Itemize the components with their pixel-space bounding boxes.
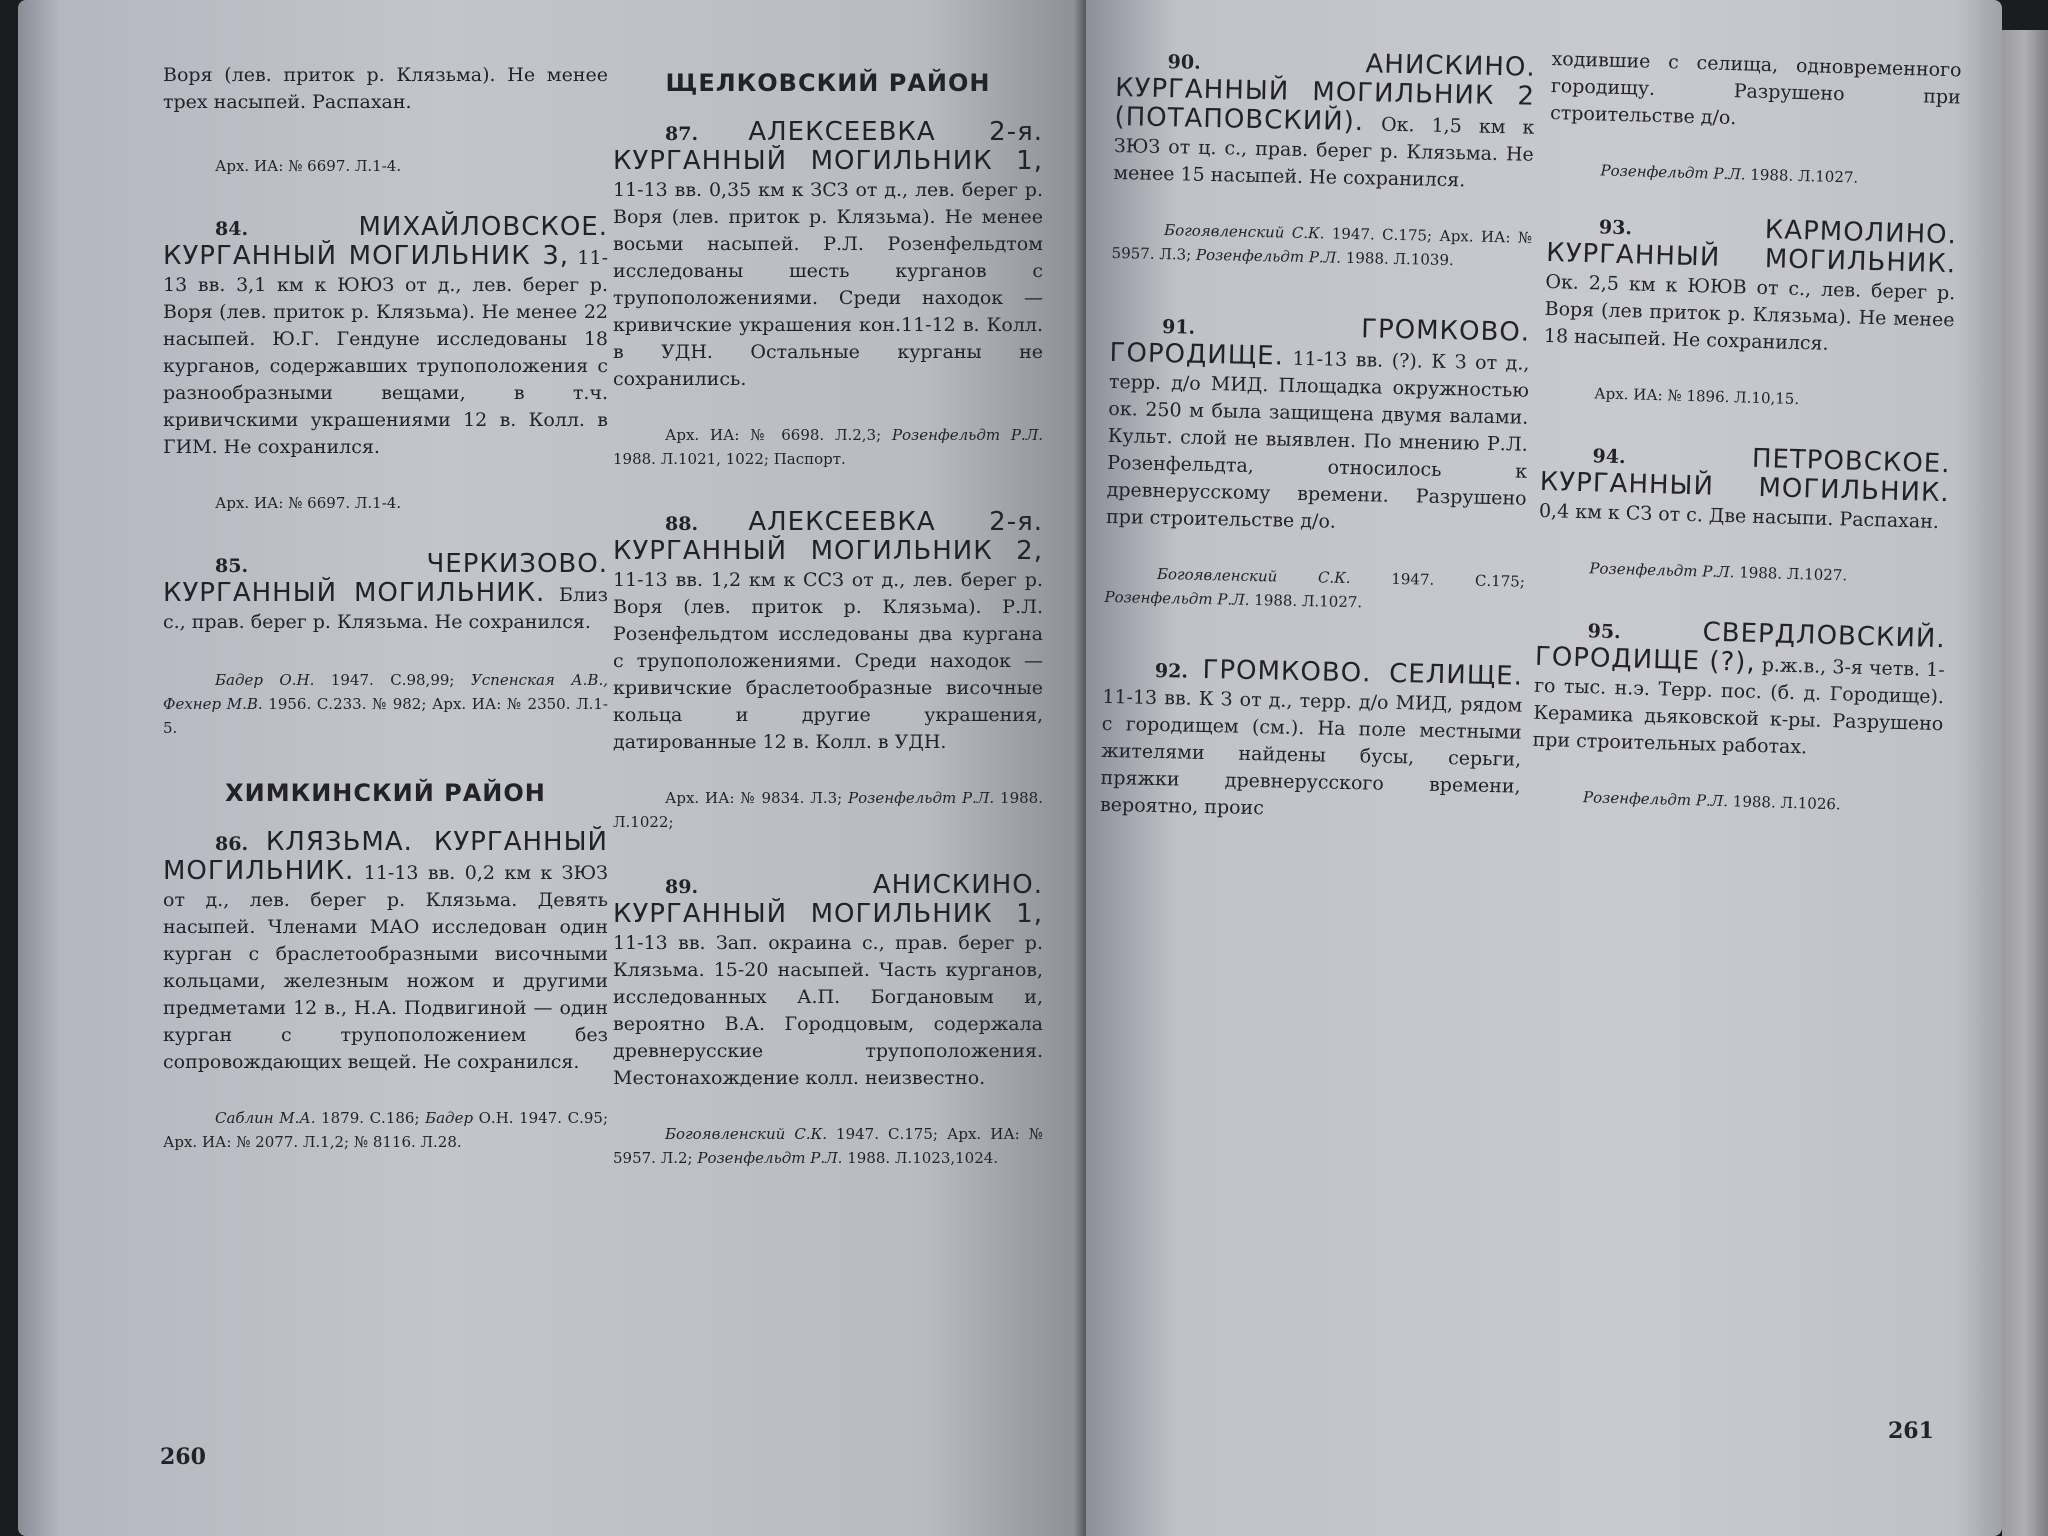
ref-author: Богоявленский С.К. [665, 1125, 827, 1143]
ref-author: Бадер О.Н. [215, 671, 315, 689]
ref-author: Успенская А.В., Фехнер М.В. [163, 671, 608, 713]
page-number-right: 261 [1888, 1418, 1934, 1444]
entry-text: р.ж.в., 3-я четв. 1-го тыс. н.э. Терр. пос. (б. д. Городище). Керамика дьяковской к-ры. Разрушено при строительных работах. [1532, 654, 1946, 759]
ref-text: 1947. С.98,99; [330, 671, 455, 689]
entry-number: 92. [1154, 659, 1189, 683]
right-page [1086, 0, 2002, 1536]
left-page-column-1 [163, 62, 608, 1154]
ref-text: Арх. ИА: № 9834. Л.3; [665, 789, 843, 807]
ref-text: О.Н. 1947. С.95; Арх. ИА: № 2077. Л.1,2; № 8116. Л.28. [163, 1109, 608, 1151]
entry-text: 11-13 вв. 1,2 км к ССЗ от д., лев. берег р. Воря (лев. приток р. Клязьма). Р.Л. Розенфельдтом исследованы два кургана с трупоположениями. Среди находок — кривичские браслетообразные височные кольца и другие украшения, датированные 12 в. Колл. в УДН. [613, 569, 1043, 753]
entry-95-ref [1531, 784, 1942, 819]
entry-text: Ок. 2,5 км к ЮЮВ от с., лев. берег р. Воря (лев приток р. Клязьма). Не менее 18 насыпей. Не сохранился. [1543, 270, 1956, 355]
entry-number: 90. [1167, 51, 1201, 74]
ref-text: 1947. С.175; Арх. ИА: № 5957. Л.3; [1111, 224, 1533, 264]
ref-author: Розенфельдт Р.Л. [891, 426, 1043, 444]
entry-94 [1539, 440, 1951, 536]
entry-text: Близ с., прав. берег р. Клязьма. Не сохранился. [163, 584, 608, 633]
entry-number: 84. [215, 218, 249, 240]
entry-number: 94. [1592, 445, 1626, 469]
entry-93-ref: Арх. ИА: № 1896. Л.10,15. [1594, 384, 1800, 409]
ref-author: Розенфельдт Р.Л. [1600, 161, 1746, 184]
ref-author: Богоявленский С.К. [1156, 564, 1351, 588]
entry-title: АЛЕКСЕЕВКА 2-я. КУРГАННЫЙ МОГИЛЬНИК 2, [613, 507, 1043, 566]
entry-title: ГРОМКОВО. ГОРОДИЩЕ. [1109, 314, 1531, 372]
entry-number: 86. [215, 833, 249, 855]
right-page-column-4 [1531, 46, 1962, 819]
entry-title: АЛЕКСЕЕВКА 2-я. КУРГАННЫЙ МОГИЛЬНИК 1, [613, 117, 1043, 176]
entry-90 [1113, 46, 1536, 196]
entry-title: СВЕРДЛОВСКИЙ. ГОРОДИЩЕ (?), [1534, 617, 1947, 678]
entry-title: КАРМОЛИНО. КУРГАННЫЙ МОГИЛЬНИК. [1545, 215, 1958, 280]
entry-85-ref [163, 668, 608, 740]
entry-text: 0,4 км к СЗ от с. Две насыпи. Распахан. [1538, 499, 1940, 533]
entry-84 [163, 214, 608, 461]
continued-text: ходившие с селища, одновременного городищу. Разрушено при строительстве д/о. [1549, 47, 1962, 130]
left-page-column-2 [613, 70, 1043, 1170]
entry-title: ЧЕРКИЗОВО. КУРГАННЫЙ МОГИЛЬНИК. [163, 549, 608, 608]
district-heading-shchelkovo: ЩЕЛКОВСКИЙ РАЙОН [665, 69, 991, 97]
entry-83-ref: Арх. ИА: № 6697. Л.1-4. [215, 157, 402, 175]
entry-title: МИХАЙЛОВСКОЕ. КУРГАННЫЙ МОГИЛЬНИК 3, [163, 212, 608, 271]
entry-93 [1544, 211, 1958, 361]
entry-title: КЛЯЗЬМА. КУРГАННЫЙ МОГИЛЬНИК. [163, 827, 608, 886]
ref-author: Розенфельдт Р.Л. [848, 789, 995, 807]
entry-text: Ок. 1,5 км к ЗЮЗ от ц. с., прав. берег р. Клязьма. Не менее 15 насыпей. Не сохранился. [1113, 113, 1535, 192]
right-page-column-3 [1100, 46, 1536, 828]
ref-text: 1947. С.175; Арх. ИА: № 5957. Л.2; [613, 1125, 1043, 1167]
entry-92-continued [1550, 46, 1962, 138]
ref-author: Розенфельдт Р.Л. [1589, 559, 1735, 582]
ref-text: 1988. Л.1039. [1345, 248, 1454, 270]
ref-author: Розенфельдт Р.Л. [1582, 788, 1729, 811]
ref-author: Саблин М.А. [215, 1109, 316, 1127]
entry-text: 11-13 вв. 0,2 км к ЗЮЗ от д., лев. берег р. Клязьма. Девять насыпей. Членами МАО исследован один курган с браслетообразными височными кольцами, железным ножом и другими предметами 12 в., Н.А. Подвигиной — один курган с трупоположением без сопровождающих вещей. Не сохранился. [163, 862, 609, 1073]
entry-92-ref [1548, 157, 1959, 192]
entry-number: 93. [1598, 216, 1633, 240]
entry-92 [1100, 655, 1523, 828]
ref-text: Арх. ИА: № 6698. Л.2,3; [665, 426, 882, 444]
entry-86-ref [163, 1106, 608, 1154]
entry-83-continued [163, 62, 608, 116]
entry-90-ref [1111, 217, 1532, 274]
ref-author: Розенфельдт Р.Л. [1195, 245, 1342, 267]
entry-number: 85. [215, 555, 249, 577]
entry-text: 11-13 вв. 0,35 км к ЗСЗ от д., лев. берег р. Воря (лев. приток р. Клязьма). Не менее восьми насыпей. Р.Л. Розенфельдтом исследованы шесть курганов с трупоположениями. Среди находок — кривичские украшения кон.11-12 в. Колл. в УДН. Остальные курганы не сохранились. [613, 179, 1043, 390]
entry-89-ref [613, 1122, 1043, 1170]
ref-text: 1947. С.175; [1391, 569, 1526, 591]
entry-95 [1532, 615, 1946, 765]
entry-number: 88. [665, 513, 699, 535]
continued-text: Воря (лев. приток р. Клязьма). Не менее трех насыпей. Распахан. [163, 64, 608, 113]
ref-author: Розенфельдт Р.Л. [1104, 587, 1250, 609]
ref-text: 1956. С.233. № 982; Арх. ИА: № 2350. Л.1-5. [163, 695, 608, 737]
entry-number: 87. [665, 123, 699, 145]
ref-text: 1988. Л.1021, 1022; Паспорт. [613, 450, 846, 468]
entry-89 [613, 872, 1043, 1092]
entry-91 [1106, 311, 1531, 540]
ref-text: 1879. С.186; [321, 1109, 420, 1127]
ref-text: 1988. Л.1026. [1732, 792, 1841, 814]
entry-title: ГРОМКОВО. СЕЛИЩЕ. [1202, 654, 1524, 692]
ref-author: Бадер [425, 1109, 474, 1127]
ref-text: 1988. Л.1027. [1750, 165, 1859, 187]
entry-87 [613, 119, 1043, 393]
entry-85 [163, 551, 608, 636]
entry-title: АНИСКИНО. КУРГАННЫЙ МОГИЛЬНИК 1, [613, 870, 1043, 929]
page-number-left: 260 [160, 1444, 206, 1470]
entry-number: 95. [1587, 620, 1622, 644]
left-page [18, 0, 1086, 1536]
entry-94-ref [1537, 555, 1948, 590]
entry-text: 11-13 вв. Зап. окраина с., прав. берег р. Клязьма. 15-20 насыпей. Часть курганов, исследованных А.П. Богдановым и, вероятно В.А. Городцовым, содержала древнерусские трупоположения. Местонахождение колл. неизвестно. [613, 932, 1043, 1089]
ref-text: 1988. Л.1022; [613, 789, 1043, 831]
ref-author: Богоявленский С.К. [1163, 221, 1325, 243]
entry-86 [163, 829, 608, 1076]
entry-87-ref [613, 423, 1043, 471]
entry-title: АНИСКИНО. КУРГАННЫЙ МОГИЛЬНИК 2 (ПОТАПОВСКИЙ). [1114, 49, 1536, 138]
entry-88-ref [613, 786, 1043, 834]
entry-text: 11-13 вв. (?). К З от д., терр. д/о МИД. Площадка окружностью ок. 250 м была защищена двумя валами. Культ. слой не выявлен. По мнению Р.Л. Розенфельдта, относилось к древнерусскому времени. Разрушено при строительстве д/о. [1105, 347, 1530, 533]
ref-author: Розенфельдт Р.Л. [697, 1149, 843, 1167]
entry-text: 11-13 вв. 3,1 км к ЮЮЗ от д., лев. берег р. Воря (лев. приток р. Клязьма). Не менее 22 насыпей. Ю.Г. Гендуне исследованы 18 курганов, содержавших трупоположения с разнообразными вещами, в т.ч. кривичскими украшениями 12 в. Колл. в ГИМ. Не сохранился. [163, 247, 608, 458]
entry-91-ref [1104, 561, 1525, 618]
entry-text: 11-13 вв. К З от д., терр. д/о МИД, рядом с городищем (см.). На поле местными жителями найдены бусы, серьги, пряжки древнерусского времени, вероятно, проис [1099, 685, 1523, 820]
district-heading-khimki: ХИМКИНСКИЙ РАЙОН [225, 779, 546, 807]
entry-number: 91. [1161, 316, 1196, 339]
entry-84-ref: Арх. ИА: № 6697. Л.1-4. [215, 494, 402, 512]
entry-88 [613, 509, 1043, 756]
ref-text: 1988. Л.1023,1024. [847, 1149, 999, 1167]
ref-text: 1988. Л.1027. [1254, 591, 1363, 612]
ref-text: 1988. Л.1027. [1738, 563, 1848, 585]
book-page-edges [2002, 30, 2048, 1536]
entry-title: ПЕТРОВСКОЕ. КУРГАННЫЙ МОГИЛЬНИК. [1539, 443, 1951, 509]
entry-number: 89. [665, 876, 699, 898]
